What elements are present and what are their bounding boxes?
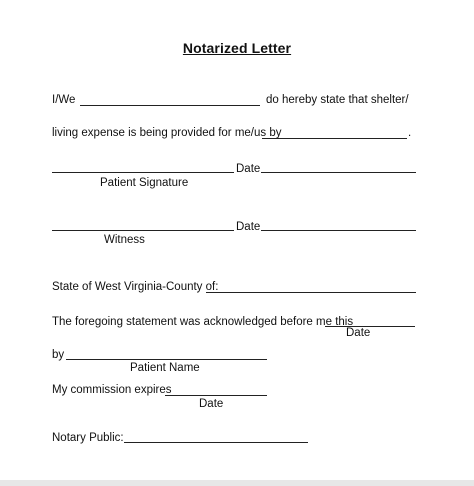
witness-date-label: Date xyxy=(236,221,261,233)
witness-signature-blank[interactable] xyxy=(52,230,234,231)
state-county-label: State of West Virginia-County of: xyxy=(52,281,219,293)
county-blank[interactable] xyxy=(206,292,416,293)
patient-signature-date-label: Date xyxy=(236,163,261,175)
patient-signature-caption: Patient Signature xyxy=(100,177,189,189)
page-title: Notarized Letter xyxy=(182,40,292,56)
commission-date-caption: Date xyxy=(199,398,224,410)
period-text: . xyxy=(408,127,412,139)
commission-date-blank[interactable] xyxy=(165,395,267,396)
witness-date-blank[interactable] xyxy=(261,230,416,231)
bottom-divider xyxy=(0,480,474,486)
witness-caption: Witness xyxy=(104,234,145,246)
living-expense-text: living expense is being provided for me/us by xyxy=(52,127,282,139)
commission-expires-label: My commission expires xyxy=(52,384,172,396)
provider-blank[interactable] xyxy=(262,138,407,139)
patient-name-caption: Patient Name xyxy=(130,362,200,374)
notary-public-blank[interactable] xyxy=(124,442,308,443)
patient-signature-date-blank[interactable] xyxy=(261,172,416,173)
iwe-name-blank[interactable] xyxy=(80,105,260,106)
acknowledged-text: The foregoing statement was acknowledged before me this xyxy=(52,316,354,328)
notary-public-label: Notary Public: xyxy=(52,432,124,444)
iwe-statement-text: do hereby state that shelter/ xyxy=(266,94,409,106)
patient-name-blank[interactable] xyxy=(66,359,267,360)
patient-signature-blank[interactable] xyxy=(52,172,234,173)
iwe-label: I/We xyxy=(52,94,76,106)
by-label: by xyxy=(52,349,65,361)
acknowledged-date-caption: Date xyxy=(346,327,371,339)
